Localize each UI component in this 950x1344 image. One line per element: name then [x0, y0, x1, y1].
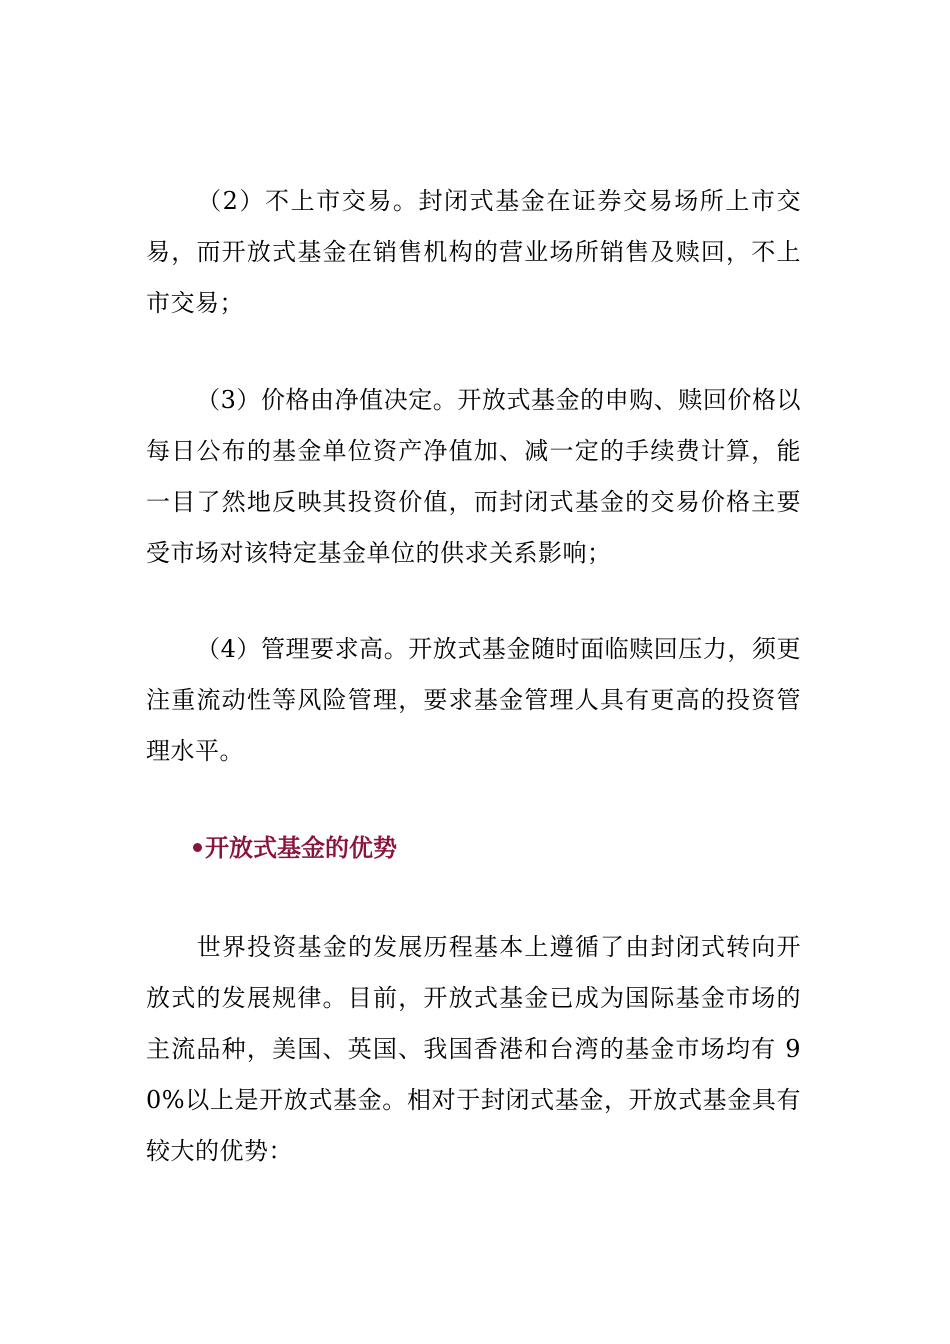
- paragraph-text: （4）管理要求高。开放式基金随时面临赎回压力，须更注重流动性等风险管理，要求基金管理人具有更高的投资管理水平。: [146, 635, 801, 765]
- paragraph-text: （2）不上市交易。封闭式基金在证券交易场所上市交易，而开放式基金在销售机构的营业场所销售及赎回，不上市交易；: [146, 187, 801, 317]
- paragraph-text: （3）价格由净值决定。开放式基金的申购、赎回价格以每日公布的基金单位资产净值加、减一定的手续费计算，能一目了然地反映其投资价值，而封闭式基金的交易价格主要受市场对该特定基金单位的供求关系影响；: [146, 386, 801, 567]
- paragraph-intro: [146, 922, 801, 1177]
- paragraph-price-by-nav: [146, 375, 801, 579]
- paragraph-text: 世界投资基金的发展历程基本上遵循了由封闭式转向开放式的发展规律。目前，开放式基金已成为国际基金市场的主流品种，美国、英国、我国香港和台湾的基金市场均有 90%以上是开放式基金。相对于封闭式基金，开放式基金具有较大的优势：: [146, 933, 801, 1165]
- paragraph-not-listed: [146, 176, 801, 329]
- section-heading: [193, 826, 397, 870]
- bullet-dot-icon: [193, 843, 202, 852]
- section-heading-text: 开放式基金的优势: [205, 834, 397, 862]
- paragraph-management: [146, 624, 801, 777]
